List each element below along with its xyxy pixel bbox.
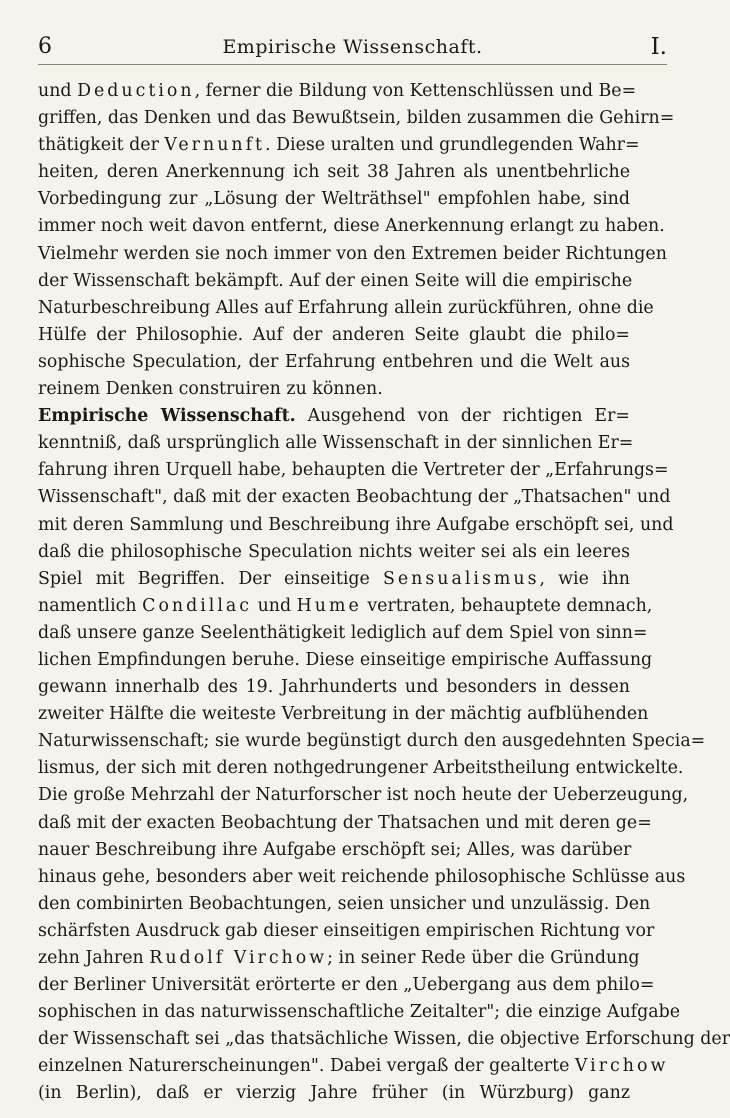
section-heading: Empirische Wissenschaft. [38,406,296,427]
text-line [38,620,648,647]
emphasized-term: Vernunft [164,135,266,156]
text-line [38,972,655,999]
body-text [38,78,730,1108]
text-line [38,132,640,159]
text-line [38,457,669,484]
text-line [38,1053,669,1080]
text-line [38,403,630,430]
text-line [38,349,630,376]
text-line [38,213,665,240]
text-run: einzelnen Naturerscheinungen". Dabei vergaß der gealterte [38,1056,575,1077]
text-line [38,512,674,539]
text-run: daß unsere ganze Seelenthätigkeit lediglich auf dem Spiel von sinn= [38,622,648,643]
text-run: den combinirten Beobachtungen, seien unsicher und unzulässig. Den [38,893,651,914]
text-line [38,593,653,620]
text-run: schärfsten Ausdruck gab dieser einseitigen empirischen Richtung vor [38,920,655,941]
text-run: lichen Empfindungen beruhe. Diese einseitige empirische Auffassung [38,649,653,670]
text-line [38,159,630,186]
text-line [38,566,630,593]
text-line [38,539,630,566]
text-run: reinem Denken construiren zu können. [38,379,383,400]
text-line [38,864,686,891]
emphasized-term: Hume [296,595,362,616]
text-run: zehn Jahren [38,948,150,968]
text-run: Ausgehend von der richtigen Er= [295,406,630,427]
text-run: fahrung ihren Urquell habe, behaupten die Vertreter der „Erfahrungs= [38,460,669,481]
text-line [38,837,630,864]
text-run: nauer Beschreibung ihre Aufgabe erschöpft sei; Alles, was darüber [38,839,632,860]
text-line [38,810,652,837]
text-run: und [38,81,78,101]
text-run: gewann innerhalb des 19. Jahrhunderts und besonders in dessen [38,677,630,698]
text-run: immer noch weit davon entfernt, diese Anerkennung erlangt zu haben. [38,216,665,237]
text-run: sophische Speculation, der Erfahrung entbehren und die Welt aus [38,351,630,372]
text-line [38,701,649,728]
text-run: . Diese uralten und grundlegenden Wahr= [265,135,640,156]
text-line [38,674,630,701]
emphasized-term: Condillac [142,595,253,616]
text-run: Naturwissenschaft; sie wurde begünstigt durch den ausgedehnten Specia= [38,731,706,752]
page-header [38,34,667,65]
emphasized-term: Deduction [77,81,195,101]
text-line [38,322,630,349]
emphasized-term: Rudolf Virchow [149,948,328,968]
text-line [38,945,640,972]
text-line [38,891,651,918]
text-run: daß mit der exacten Beobachtung der Thatsachen und mit deren ge= [38,812,652,833]
text-run: Hülfe der Philosophie. Auf der anderen Seite glaubt die philo= [38,324,630,345]
text-run: thätigkeit der [38,135,165,156]
page-number: 6 [38,34,52,59]
text-line [38,295,654,322]
text-run: kenntniß, daß ursprünglich alle Wissenschaft in der sinnlichen Er= [38,433,634,454]
text-run: vertraten, behauptete demnach, [361,595,653,616]
text-run: der Wissenschaft sei „das thatsächliche Wissen, die objective Erforschung der [38,1029,730,1050]
text-line [38,647,653,674]
text-line [38,186,630,213]
text-line [38,78,637,105]
text-line [38,728,706,755]
text-line [38,918,655,945]
text-line [38,1026,730,1053]
text-run: der Berliner Universität erörterte er den „Uebergang aus dem philo= [38,975,655,996]
emphasized-term: Sensualismus [382,568,540,589]
text-line [38,376,630,403]
text-line [38,1080,630,1107]
running-title: Empirische Wissenschaft. [222,36,483,58]
text-run: zweiter Hälfte die weiteste Verbreitung in der mächtig aufblühenden [38,704,649,725]
text-line [38,782,689,809]
text-run: , ferner die Bildung von Kettenschlüssen und Be= [194,81,637,101]
text-run: der Wissenschaft bekämpft. Auf der einen Seite will die empirische [38,270,633,291]
text-line [38,755,684,782]
text-run: namentlich [38,595,143,616]
text-run: griffen, das Denken und das Bewußtsein, bilden zusammen die Gehirn= [38,108,675,129]
text-run: Wissenschaft", daß mit der exacten Beobachtung der „Thatsachen" und [38,487,671,508]
text-run: (in Berlin), daß er vierzig Jahre früher (in Würzburg) ganz [38,1083,630,1104]
text-run: ; in seiner Rede über die Gründung [327,948,640,968]
text-run: Spiel mit Begriffen. Der einseitige [38,568,383,589]
text-run: Naturbeschreibung Alles auf Erfahrung allein zurückführen, ohne die [38,297,654,318]
text-line [38,999,681,1026]
text-run: Vielmehr werden sie noch immer von den Extremen beider Richtungen [38,243,667,264]
text-run: heiten, deren Anerkennung ich seit 38 Jahren als unentbehrliche [38,162,630,183]
text-run: hinaus gehe, besonders aber weit reichende philosophische Schlüsse aus [38,866,686,887]
text-line [38,484,671,511]
emphasized-term: Virchow [574,1056,669,1077]
chapter-number: I. [650,34,667,60]
text-line [38,430,634,457]
text-line [38,105,675,132]
text-run: Die große Mehrzahl der Naturforscher ist noch heute der Ueberzeugung, [38,785,689,806]
text-line [38,268,633,295]
text-run: und [252,595,297,616]
text-run: , wie ihn [539,568,630,589]
text-run: daß die philosophische Speculation nichts weiter sei als ein leeres [38,541,630,562]
text-run: sophischen in das naturwissenschaftliche Zeitalter"; die einzige Aufgabe [38,1002,681,1023]
text-run: Vorbedingung zur „Lösung der Welträthsel" empfohlen habe, sind [38,189,630,210]
text-run: mit deren Sammlung und Beschreibung ihre Aufgabe erschöpft sei, und [38,514,674,535]
text-line [38,241,667,268]
text-run: lismus, der sich mit deren nothgedrungener Arbeitstheilung entwickelte. [38,758,684,779]
